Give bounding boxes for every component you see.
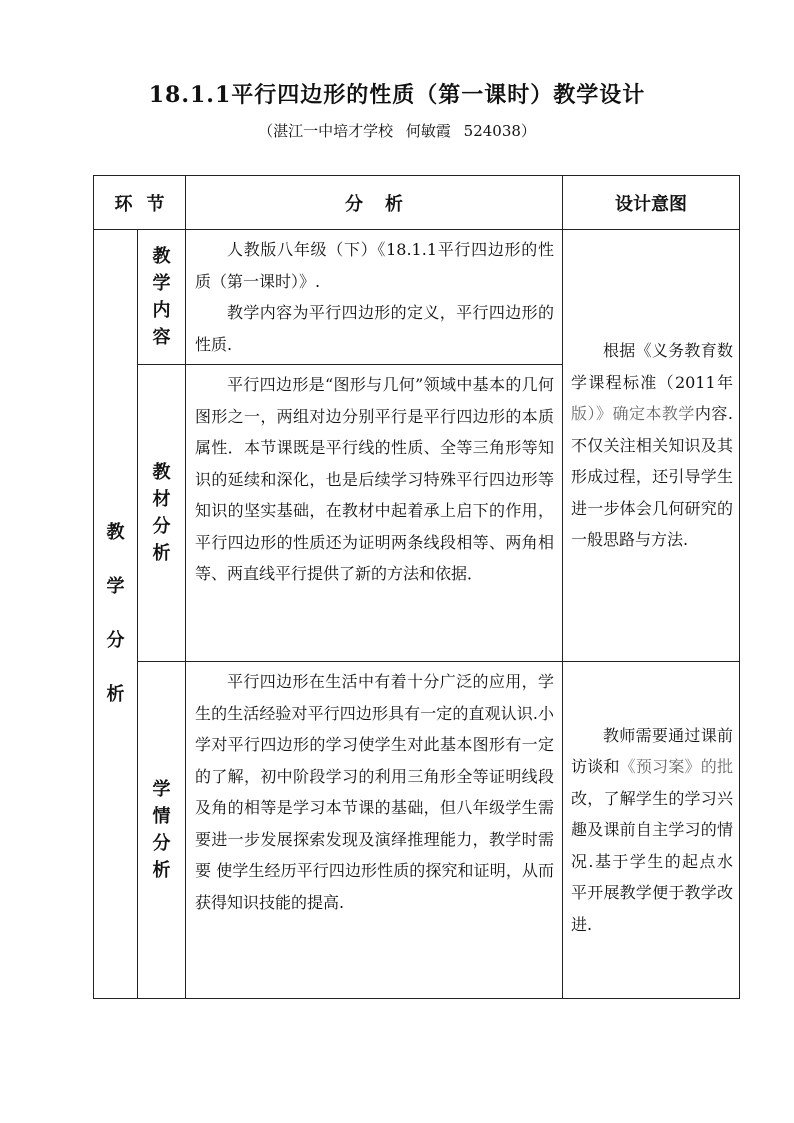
row-label-student-analysis: 学 情 分 析 bbox=[138, 662, 186, 999]
postal-code: 524038） bbox=[463, 122, 536, 140]
group-label-teaching-analysis: 教 学 分 析 bbox=[94, 230, 138, 999]
header-section: 环节 bbox=[94, 176, 186, 230]
header-analysis: 分析 bbox=[186, 176, 563, 230]
intent-text-2: 教师需要通过课前访谈和《预习案》的批改，了解学生的学习兴趣及课前自主学习的情况.基于学生的起点水平开展教学便于教学改进. bbox=[563, 662, 740, 999]
row-label-teaching-content: 教 学 内 容 bbox=[138, 230, 186, 365]
intent-text-1: 根据《义务教育数学课程标准（2011年版）》确定本教学内容.不仅关注相关知识及其形成过程，还引导学生进一步体会几何研究的一般思路与方法. bbox=[563, 230, 740, 662]
table-header-row bbox=[94, 176, 740, 230]
teaching-content-text: 人教版八年级（下）《18.1.1平行四边形的性质（第一课时）》. 教学内容为平行四边形的定义，平行四边形的性质. bbox=[186, 230, 563, 365]
document-title: 18.1.1平行四边形的性质（第一课时）教学设计 bbox=[148, 82, 646, 108]
author-name: 何敏霞 bbox=[405, 122, 451, 140]
textbook-analysis-text: 平行四边形是“图形与几何”领域中基本的几何图形之一，两组对边分别平行是平行四边形的本质属性．本节课既是平行线的性质、全等三角形等知识的延续和深化，也是后续学习特殊平行四边形等知识的坚实基础，在教材中起着承上启下的作用，平行四边形的性质还为证明两条线段相等、两角相等、两直线平行提供了新的方法和依据． bbox=[186, 365, 563, 662]
table-row bbox=[94, 230, 740, 365]
header-intent: 设计意图 bbox=[563, 176, 740, 230]
school-name: （湛江一中培才学校 bbox=[258, 122, 394, 140]
student-analysis-text: 平行四边形在生活中有着十分广泛的应用，学生的生活经验对平行四边形具有一定的直观认识.小学对平行四边形的学习使学生对此基本图形有一定的了解，初中阶段学习的利用三角形全等证明线段及角的相等是学习本节课的基础，但八年级学生需要进一步发展探索发现及演绎推理能力，教学时需要 使学生经历平行四边形性质的探究和证明，从而获得知识技能的提高. bbox=[186, 662, 563, 999]
table-row bbox=[94, 662, 740, 999]
row-label-textbook-analysis: 教 材 分 析 bbox=[138, 365, 186, 662]
lesson-design-table bbox=[93, 175, 740, 999]
document-subtitle bbox=[0, 120, 794, 141]
